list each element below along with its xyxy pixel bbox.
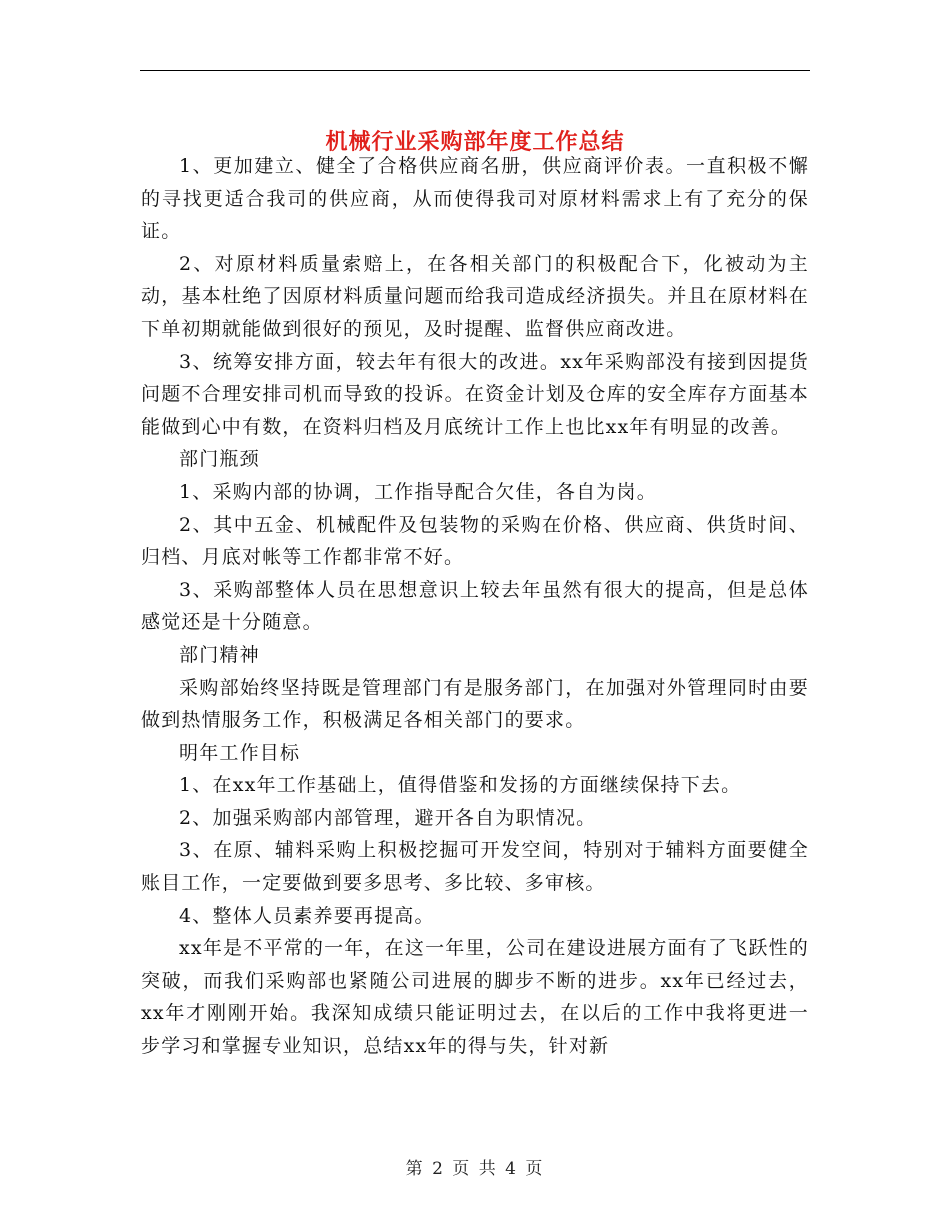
section-heading-bottleneck: 部门瓶颈 <box>179 448 260 471</box>
paragraph-supplier-list: 1、更加建立、健全了合格供应商名册，供应商评价表。一直积极不懈的寻找更适合我司的供应商，从而使得我司对原材料需求上有了充分的保证。 <box>141 155 809 243</box>
paragraph-staff-awareness: 3、采购部整体人员在思想意识上较去年虽然有很大的提高，但是总体感觉还是十分随意。 <box>141 578 809 634</box>
document-title: 机械行业采购部年度工作总结 <box>325 128 625 155</box>
paragraph-coordination: 1、采购内部的协调，工作指导配合欠佳，各自为岗。 <box>179 480 657 503</box>
paragraph-service-spirit: 采购部始终坚持既是管理部门有是服务部门，在加强对外管理同时由要做到热情服务工作，积极满足各相关部门的要求。 <box>141 676 809 732</box>
paragraph-goal-4: 4、整体人员素养要再提高。 <box>179 904 435 927</box>
paragraph-planning: 3、统筹安排方面，较去年有很大的改进。xx年采购部没有接到因提货问题不合理安排司机而导致的投诉。在资金计划及仓库的安全库存方面基本能做到心中有数，在资料归档及月底统计工作上也比xx年有明显的改善。 <box>141 350 809 438</box>
document-body <box>141 150 809 1063</box>
section-heading-goals: 明年工作目标 <box>179 741 301 764</box>
paragraph-goal-2: 2、加强采购部内部管理，避开各自为职情况。 <box>179 806 597 829</box>
paragraph-goal-3: 3、在原、辅料采购上积极挖掘可开发空间，特别对于辅料方面要健全账目工作，一定要做到要多思考、多比较、多审核。 <box>141 839 809 895</box>
paragraph-hardware-purchasing: 2、其中五金、机械配件及包装物的采购在价格、供应商、供货时间、归档、月底对帐等工作都非常不好。 <box>141 513 809 569</box>
section-heading-spirit: 部门精神 <box>179 643 260 666</box>
paragraph-conclusion: xx年是不平常的一年，在这一年里，公司在建设进展方面有了飞跃性的突破，而我们采购部也紧随公司进展的脚步不断的进步。xx年已经过去，xx年才刚刚开始。我深知成绩只能证明过去，在以后的工作中我将更进一步学习和掌握专业知识，总结xx年的得与失，针对新 <box>141 937 809 1058</box>
paragraph-goal-1: 1、在xx年工作基础上，值得借鉴和发扬的方面继续保持下去。 <box>179 774 742 797</box>
header-rule <box>140 70 810 71</box>
paragraph-quality-claims: 2、对原材料质量索赔上，在各相关部门的积极配合下，化被动为主动，基本杜绝了因原材料质量问题而给我司造成经济损失。并且在原材料在下单初期就能做到很好的预见，及时提醒、监督供应商改进。 <box>141 252 809 340</box>
page-number: 第 2 页 共 4 页 <box>405 1159 545 1179</box>
